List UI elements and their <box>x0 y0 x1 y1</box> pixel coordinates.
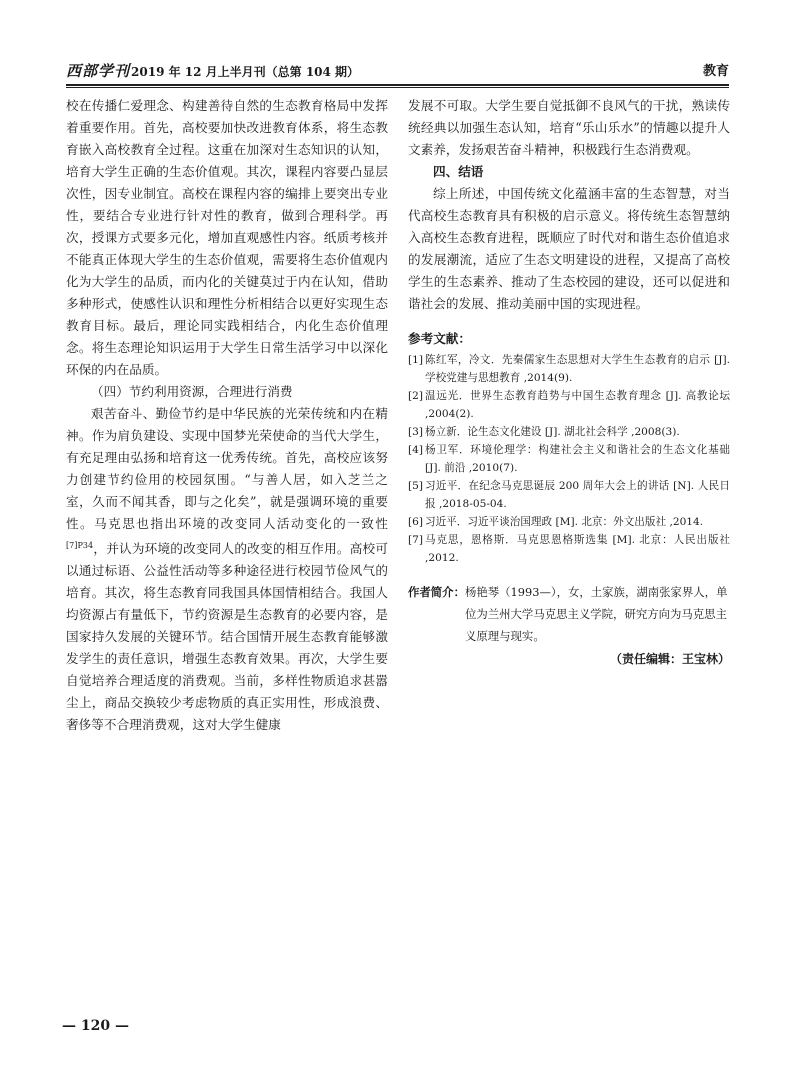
left-column <box>66 95 388 736</box>
references-heading: 参考文献： <box>408 331 471 346</box>
right-column <box>408 95 730 669</box>
reference-item <box>408 387 730 423</box>
ref-number: [2] <box>408 390 424 402</box>
references-list <box>408 351 730 567</box>
header-rule <box>66 84 729 86</box>
editor-credit: （责任编辑：王宝林） <box>609 652 730 666</box>
ref-number: [6] <box>408 516 424 528</box>
ref-number: [1] <box>408 354 424 366</box>
running-header <box>66 60 729 82</box>
ref-text: 马克思，恩格斯．马克思恩格斯选集 [M]. 北京：人民出版社 ,2012. <box>425 534 730 564</box>
paragraph-text: ，并认为环境的改变同人的改变的相互作用。高校可以通过标语、公益性活动等多种途径进行校园节俭风气的培育。其次，将生态教育同我国具体国情相结合。我国人均资源占有量低下，节约资源是生态教育的必要内容，是国家持久发展的关键环节。结合国情开展生态教育能够激发学生的责任意识，增强生态教育效果。再次，大学生要自觉培养合理适度的消费观。当前，多样性物质追求甚嚣尘上，商品交换较少考虑物质的真正实用性，形成浪费、奢侈等不合理消费观，这对大学生健康 <box>66 541 388 733</box>
section-label: 教育 <box>702 64 729 79</box>
journal-logo: 西部学刊 <box>66 62 131 80</box>
ref-text: 温远光．世界生态教育趋势与中国生态教育理念 [J]. 高教论坛 ,2004(2). <box>425 390 730 420</box>
ref-text: 陈红军，冷文．先秦儒家生态思想对大学生生态教育的启示 [J]. 学校党建与思想教育 ,2014(9). <box>425 354 730 384</box>
issue-info: 2019 年 12 月上半月刊（总第 104 期） <box>131 65 360 79</box>
author-text: 杨艳琴（1993—），女，土家族，湖南张家界人，单位为兰州大学马克思主义学院，研究方向为马克思主义原理与现实。 <box>464 585 728 643</box>
author-label: 作者简介： <box>408 585 465 599</box>
reference-item <box>408 477 730 513</box>
page-number: — 120 — <box>62 1018 129 1034</box>
paragraph-text: 艰苦奋斗、勤俭节约是中华民族的光荣传统和内在精神。作为肩负建设、实现中国梦光荣使命的当代大学生，有充足理由弘扬和培育这一优秀传统。首先，高校应该努力创建节约俭用的校园氛围。“与善人居，如入芝兰之室，久而不闻其香，即与之化矣”，就是强调环境的重要性。马克思也指出环境的改变同人活动变化的一致性 <box>66 406 388 531</box>
ref-text: 习近平．习近平谈治国理政 [M]. 北京：外文出版社 ,2014. <box>425 516 704 528</box>
ref-number: [4] <box>408 444 424 456</box>
header-rule-thin <box>66 87 729 88</box>
ref-number: [7] <box>408 534 424 546</box>
paragraph <box>66 403 388 736</box>
paragraph: 发展不可取。大学生要自觉抵御不良风气的干扰，熟读传统经典以加强生态认知，培育“乐山乐水”的情趣以提升人文素养，发扬艰苦奋斗精神，积极践行生态消费观。 <box>408 98 730 157</box>
reference-item <box>408 513 730 531</box>
reference-item <box>408 531 730 567</box>
journal-issue <box>66 60 359 81</box>
reference-item <box>408 441 730 477</box>
ref-text: 习近平．在纪念马克思诞辰 200 周年大会上的讲话 [N]. 人民日报 ,2018-05-04. <box>425 480 730 510</box>
section-heading: 四、结语 <box>433 164 484 179</box>
citation-mark: [7]P34 <box>66 541 94 550</box>
author-bio <box>408 581 730 647</box>
subsection-heading: （四）节约利用资源，合理进行消费 <box>91 384 293 399</box>
ref-text: 杨卫军．环境伦理学：构建社会主义和谐社会的生态文化基础 [J]. 前沿 ,2010(7). <box>425 444 730 474</box>
ref-text: 杨立新．论生态文化建设 [J]. 湖北社会科学 ,2008(3). <box>425 426 680 438</box>
ref-number: [5] <box>408 480 424 492</box>
paragraph: 综上所述，中国传统文化蕴涵丰富的生态智慧，对当代高校生态教育具有积极的启示意义。将传统生态智慧纳入高校生态教育进程，既顺应了时代对和谐生态价值追求的发展潮流，适应了生态文明建设的进程，又提高了高校学生的生态素养、推动了生态校园的建设，还可以促进和谐社会的发展、推动美丽中国的实现进程。 <box>408 186 730 311</box>
reference-item <box>408 351 730 387</box>
reference-item <box>408 423 730 441</box>
ref-number: [3] <box>408 426 424 438</box>
paragraph: 校在传播仁爱理念、构建善待自然的生态教育格局中发挥着重要作用。首先，高校要加快改进教育体系，将生态教育嵌入高校教育全过程。这重在加深对生态知识的认知，培育大学生正确的生态价值观。其次，课程内容要凸显层次性，因专业制宜。高校在课程内容的编排上要突出专业性，要结合专业进行针对性的教育，做到合理科学。再次，授课方式要多元化，增加直观感性内容。纸质考核并不能真正体现大学生的生态价值观，需要将生态价值观内化为大学生的品质，而内化的关键莫过于内在认知，借助多种形式，使感性认识和理性分析相结合以更好实现生态教育目标。最后，理论同实践相结合，内化生态价值理念。将生态理论知识运用于大学生日常生活学习中以深化环保的内在品质。 <box>66 98 388 377</box>
